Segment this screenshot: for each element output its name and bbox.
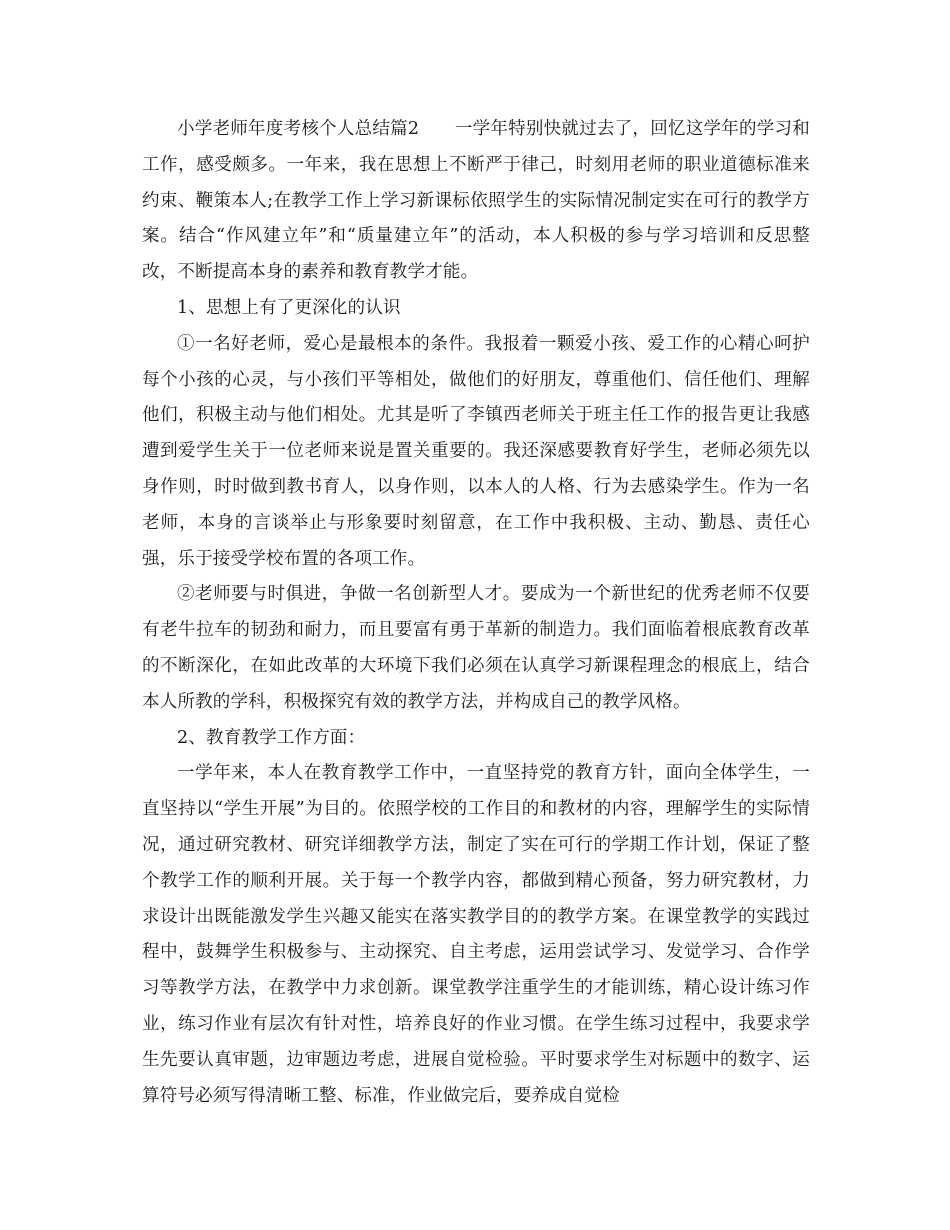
intro-paragraph: 小学老师年度考核个人总结篇2 一学年特别快就过去了，回忆这学年的学习和工作，感受颇多。一年来，我在思想上不断严于律己，时刻用老师的职业道德标准来约束、鞭策本人;在教学工作上学习新课标依照学生的实际情况制定实在可行的教学方案。结合“作风建立年”和“质量建立年”的活动，本人积极的参与学习培训和反思整改，不断提高本身的素养和教育教学才能。 <box>142 119 810 283</box>
document-body <box>142 112 810 1114</box>
paragraph-teaching-work: 一学年来，本人在教育教学工作中，一直坚持党的教育方针，面向全体学生，一直坚持以“学生开展”为目的。依照学校的工作目的和教材的内容，理解学生的实际情况，通过研究教材、研究详细教学方法，制定了实在可行的学期工作计划，保证了整个教学工作的顺利开展。关于每一个教学内容，都做到精心预备，努力研究教材，力求设计出既能激发学生兴趣又能实在落实教学目的的教学方案。在课堂教学的实践过程中，鼓舞学生积极参与、主动探究、自主考虑，运用尝试学习、发觉学习、合作学习等教学方法，在教学中力求创新。课堂教学注重学生的才能训练，精心设计练习作业，练习作业有层次有针对性，培养良好的作业习惯。在学生练习过程中，我要求学生先要认真审题，边审题边考虑，进展自觉检验。平时要求学生对标题中的数字、运算符号必须写得清晰工整、标准，作业做完后，要养成自觉检 <box>142 763 810 1106</box>
paragraph-love: ①一名好老师，爱心是最根本的条件。我报着一颗爱小孩、爱工作的心精心呵护每个小孩的心灵，与小孩们平等相处，做他们的好朋友，尊重他们、信任他们、理解他们，积极主动与他们相处。尤其是听了李镇西老师关于班主任工作的报告更让我感遭到爱学生关于一位老师来说是置关重要的。我还深感要教育好学生，老师必须先以身作则，时时做到教书育人，以身作则，以本人的人格、行为去感染学生。作为一名老师，本身的言谈举止与形象要时刻留意，在工作中我积极、主动、勤恳、责任心强，乐于接受学校布置的各项工作。 <box>142 333 810 569</box>
paragraph-innovation: ②老师要与时俱进，争做一名创新型人才。要成为一个新世纪的优秀老师不仅要有老牛拉车的韧劲和耐力，而且要富有勇于革新的制造力。我们面临着根底教育改革的不断深化，在如此改革的大环境下我们必须在认真学习新课程理念的根底上，结合本人所教的学科，积极探究有效的教学方法，并构成自己的教学风格。 <box>142 584 810 712</box>
section-heading-teaching: 2、教育教学工作方面： <box>177 727 366 748</box>
section-heading-thinking: 1、思想上有了更深化的认识 <box>177 297 401 318</box>
